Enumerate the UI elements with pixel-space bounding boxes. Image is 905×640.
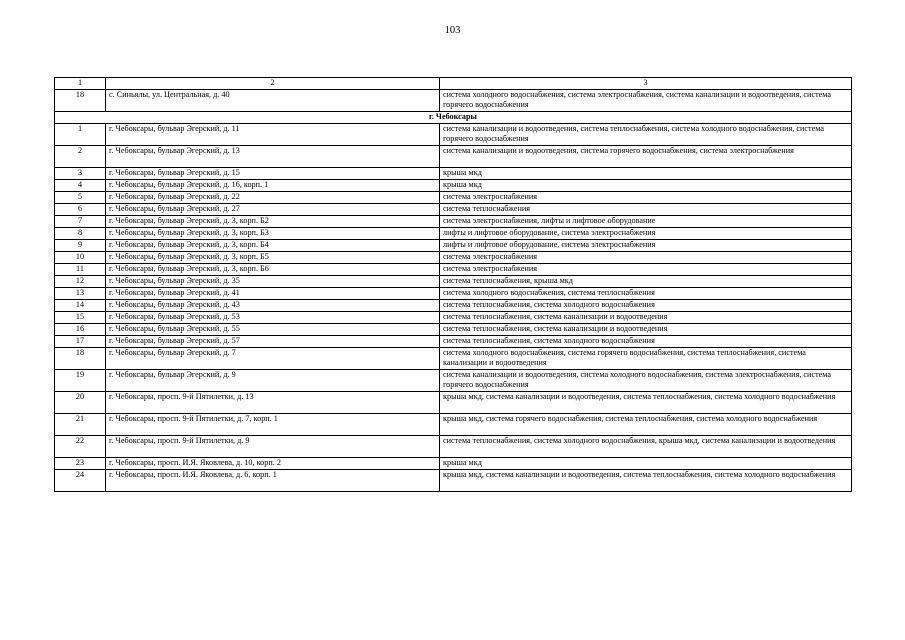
row-number: 14 xyxy=(55,300,106,312)
table-row xyxy=(55,240,852,252)
buildings-table xyxy=(54,77,852,492)
table-row xyxy=(55,180,852,192)
row-address: г. Чебоксары, бульвар Эгерский, д. 3, корп. Б4 xyxy=(106,240,440,252)
table-row xyxy=(55,146,852,168)
table-row xyxy=(55,324,852,336)
row-number: 21 xyxy=(55,414,106,436)
row-number: 12 xyxy=(55,276,106,288)
row-systems: система теплоснабжения, система холодного водоснабжения, крыша мкд, система канализации и водоотведения xyxy=(440,436,852,458)
row-systems: система холодного водоснабжения, система электроснабжения, система канализации и водоотведения, система горячего водоснабжения xyxy=(440,90,852,112)
row-address: г. Чебоксары, бульвар Эгерский, д. 35 xyxy=(106,276,440,288)
row-address: г. Чебоксары, бульвар Эгерский, д. 22 xyxy=(106,192,440,204)
row-address: г. Чебоксары, просп. 9-й Пятилетки, д. 9 xyxy=(106,436,440,458)
row-systems: система теплоснабжения, система канализации и водоотведения xyxy=(440,312,852,324)
row-number: 2 xyxy=(55,146,106,168)
table-row xyxy=(55,204,852,216)
row-address: г. Чебоксары, просп. И.Я. Яковлева, д. 10, корп. 2 xyxy=(106,458,440,470)
row-address: г. Чебоксары, бульвар Эгерский, д. 3, корп. Б5 xyxy=(106,252,440,264)
row-address: г. Чебоксары, бульвар Эгерский, д. 57 xyxy=(106,336,440,348)
table-row xyxy=(55,392,852,414)
row-systems: система теплоснабжения, система канализации и водоотведения xyxy=(440,324,852,336)
table-row xyxy=(55,264,852,276)
table-row xyxy=(55,276,852,288)
column-numbers-row xyxy=(55,78,852,90)
row-address: г. Чебоксары, бульвар Эгерский, д. 9 xyxy=(106,370,440,392)
row-systems: система канализации и водоотведения, система холодного водоснабжения, система электроснабжения, система горячего водоснабжения xyxy=(440,370,852,392)
row-number: 7 xyxy=(55,216,106,228)
row-systems: система теплоснабжения, крыша мкд xyxy=(440,276,852,288)
row-number: 18 xyxy=(55,348,106,370)
column-number-1: 1 xyxy=(55,78,106,90)
row-number: 17 xyxy=(55,336,106,348)
row-systems: крыша мкд, система канализации и водоотведения, система теплоснабжения, система холодного водоснабжения xyxy=(440,392,852,414)
row-number: 24 xyxy=(55,470,106,492)
row-systems: система канализации и водоотведения, система горячего водоснабжения, система электроснабжения xyxy=(440,146,852,168)
row-number: 6 xyxy=(55,204,106,216)
table-row xyxy=(55,168,852,180)
row-number: 13 xyxy=(55,288,106,300)
row-systems: система теплоснабжения, система холодного водоснабжения xyxy=(440,336,852,348)
section-row xyxy=(55,112,852,124)
table-row xyxy=(55,300,852,312)
row-address: г. Чебоксары, просп. И.Я. Яковлева, д. 6, корп. 1 xyxy=(106,470,440,492)
row-systems: система холодного водоснабжения, система горячего водоснабжения, система теплоснабжения, система канализации и водоотведения xyxy=(440,348,852,370)
row-address: г. Чебоксары, бульвар Эгерский, д. 41 xyxy=(106,288,440,300)
row-address: г. Чебоксары, бульвар Эгерский, д. 11 xyxy=(106,124,440,146)
table-row xyxy=(55,90,852,112)
row-systems: система электроснабжения, лифты и лифтовое оборудование xyxy=(440,216,852,228)
row-address: г. Чебоксары, бульвар Эгерский, д. 27 xyxy=(106,204,440,216)
column-number-3: 3 xyxy=(440,78,852,90)
row-systems: крыша мкд, система канализации и водоотведения, система теплоснабжения, система холодного водоснабжения xyxy=(440,470,852,492)
table-row xyxy=(55,312,852,324)
row-number: 4 xyxy=(55,180,106,192)
row-address: г. Чебоксары, бульвар Эгерский, д. 16, корп. 1 xyxy=(106,180,440,192)
table-row xyxy=(55,216,852,228)
row-systems: система электроснабжения xyxy=(440,264,852,276)
row-address: г. Чебоксары, бульвар Эгерский, д. 15 xyxy=(106,168,440,180)
row-number: 20 xyxy=(55,392,106,414)
row-number: 11 xyxy=(55,264,106,276)
row-systems: крыша мкд, система горячего водоснабжения, система теплоснабжения, система холодного водоснабжения xyxy=(440,414,852,436)
row-address: г. Чебоксары, бульвар Эгерский, д. 3, корп. Б2 xyxy=(106,216,440,228)
row-systems: лифты и лифтовое оборудование, система электроснабжения xyxy=(440,240,852,252)
row-number: 9 xyxy=(55,240,106,252)
row-systems: система электроснабжения xyxy=(440,252,852,264)
row-number: 23 xyxy=(55,458,106,470)
row-systems: система теплоснабжения xyxy=(440,204,852,216)
row-systems: крыша мкд xyxy=(440,458,852,470)
table-row xyxy=(55,470,852,492)
row-address: г. Чебоксары, бульвар Эгерский, д. 55 xyxy=(106,324,440,336)
row-systems: система теплоснабжения, система холодного водоснабжения xyxy=(440,300,852,312)
row-address: г. Чебоксары, просп. 9-й Пятилетки, д. 13 xyxy=(106,392,440,414)
row-systems: крыша мкд xyxy=(440,180,852,192)
table-row xyxy=(55,336,852,348)
row-number: 8 xyxy=(55,228,106,240)
page-number: 103 xyxy=(444,25,461,36)
row-systems: система электроснабжения xyxy=(440,192,852,204)
row-number: 19 xyxy=(55,370,106,392)
table-body xyxy=(55,78,852,492)
table-row xyxy=(55,228,852,240)
table-row xyxy=(55,124,852,146)
row-systems: система канализации и водоотведения, система теплоснабжения, система холодного водоснабжения, система горячего водоснабжения xyxy=(440,124,852,146)
table-row xyxy=(55,458,852,470)
column-number-2: 2 xyxy=(106,78,440,90)
row-number: 1 xyxy=(55,124,106,146)
row-number: 15 xyxy=(55,312,106,324)
row-address: г. Чебоксары, бульвар Эгерский, д. 3, корп. Б6 xyxy=(106,264,440,276)
table-row xyxy=(55,414,852,436)
table-row xyxy=(55,370,852,392)
row-address: г. Чебоксары, бульвар Эгерский, д. 13 xyxy=(106,146,440,168)
row-systems: лифты и лифтовое оборудование, система электроснабжения xyxy=(440,228,852,240)
row-systems: система холодного водоснабжения, система теплоснабжения xyxy=(440,288,852,300)
section-title: г. Чебоксары xyxy=(55,112,852,124)
table-row xyxy=(55,288,852,300)
row-number: 22 xyxy=(55,436,106,458)
row-number: 3 xyxy=(55,168,106,180)
table-row xyxy=(55,436,852,458)
row-number: 16 xyxy=(55,324,106,336)
row-address: г. Чебоксары, бульвар Эгерский, д. 43 xyxy=(106,300,440,312)
row-address: г. Чебоксары, бульвар Эгерский, д. 3, корп. Б3 xyxy=(106,228,440,240)
row-number: 18 xyxy=(55,90,106,112)
row-systems: крыша мкд xyxy=(440,168,852,180)
row-number: 10 xyxy=(55,252,106,264)
row-address: г. Чебоксары, просп. 9-й Пятилетки, д. 7, корп. 1 xyxy=(106,414,440,436)
row-address: г. Чебоксары, бульвар Эгерский, д. 53 xyxy=(106,312,440,324)
table-row xyxy=(55,348,852,370)
row-address: г. Чебоксары, бульвар Эгерский, д. 7 xyxy=(106,348,440,370)
row-address: с. Синьялы, ул. Центральная, д. 40 xyxy=(106,90,440,112)
table-row xyxy=(55,252,852,264)
table-row xyxy=(55,192,852,204)
row-number: 5 xyxy=(55,192,106,204)
